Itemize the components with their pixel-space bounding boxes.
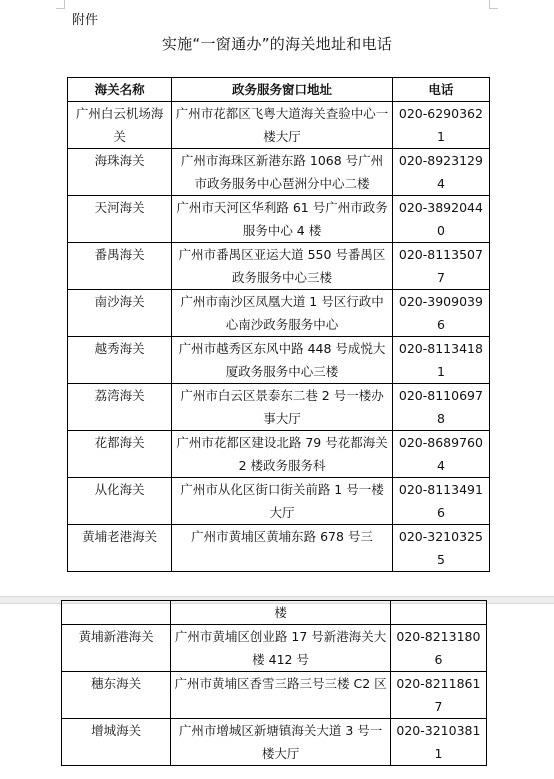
corner-mark	[489, 0, 498, 9]
customs-name: 海珠海关	[68, 149, 172, 196]
window-address: 广州市越秀区东风中路 448 号成悦大厦政务服务中心三楼	[172, 337, 393, 384]
customs-name: 黄埔老港海关	[68, 525, 172, 572]
table-row-continuation	[62, 601, 487, 625]
header-window-address: 政务服务窗口地址	[172, 78, 393, 102]
phone-number: 020-39090396	[392, 290, 489, 337]
annex-label: 附件	[72, 13, 99, 28]
window-address: 广州市海珠区新港东路 1068 号广州市政务服务中心琶洲分中心二楼	[172, 149, 393, 196]
phone-number: 020-86897604	[392, 431, 489, 478]
corner-mark	[56, 0, 65, 9]
customs-name	[62, 601, 171, 625]
customs-table-page-1	[67, 77, 490, 572]
customs-name: 越秀海关	[68, 337, 172, 384]
window-address: 广州市黄埔区黄埔东路 678 号三	[172, 525, 393, 572]
table-header-row	[68, 78, 490, 102]
table-row	[68, 243, 490, 290]
table-row	[68, 525, 490, 572]
phone-number: 020-81134181	[392, 337, 489, 384]
customs-name: 天河海关	[68, 196, 172, 243]
window-address: 广州市黄埔区香雪三路三号三楼 C2 区	[171, 672, 391, 719]
window-address-continuation: 楼	[171, 601, 391, 625]
phone-number: 020-32103811	[390, 719, 486, 766]
phone-number: 020-81106978	[392, 384, 489, 431]
window-address: 广州市花都区建设北路 79 号花都海关 2 楼政务服务科	[172, 431, 393, 478]
customs-name: 黄埔新港海关	[62, 625, 171, 672]
window-address: 广州市花都区飞粤大道海关查验中心一楼大厅	[172, 102, 393, 149]
window-address: 广州市黄埔区创业路 17 号新港海关大楼 412 号	[171, 625, 391, 672]
window-address: 广州市增城区新塘镇海关大道 3 号一楼大厅	[171, 719, 391, 766]
header-customs-name: 海关名称	[68, 78, 172, 102]
phone-number	[390, 601, 486, 625]
table-row	[68, 384, 490, 431]
phone-number: 020-81134916	[392, 478, 489, 525]
customs-name: 番禺海关	[68, 243, 172, 290]
table-row	[68, 196, 490, 243]
customs-name: 南沙海关	[68, 290, 172, 337]
table-row	[68, 431, 490, 478]
phone-number: 020-38920440	[392, 196, 489, 243]
phone-number: 020-32103255	[392, 525, 489, 572]
table-row	[68, 102, 490, 149]
customs-name: 增城海关	[62, 719, 171, 766]
window-address: 广州市天河区华利路 61 号广州市政务服务中心 4 楼	[172, 196, 393, 243]
phone-number: 020-62903621	[392, 102, 489, 149]
window-address: 广州市南沙区凤凰大道 1 号区行政中心南沙政务服务中心	[172, 290, 393, 337]
customs-name: 荔湾海关	[68, 384, 172, 431]
table-row	[62, 719, 487, 766]
window-address: 广州市从化区街口街关前路 1 号一楼大厅	[172, 478, 393, 525]
customs-name: 广州白云机场海关	[68, 102, 172, 149]
table-row	[68, 149, 490, 196]
window-address: 广州市白云区景泰东二巷 2 号一楼办事大厅	[172, 384, 393, 431]
phone-number: 020-82131806	[390, 625, 486, 672]
table-row	[68, 337, 490, 384]
table-row	[62, 625, 487, 672]
customs-name: 穗东海关	[62, 672, 171, 719]
document-title: 实施“一窗通办”的海关地址和电话	[161, 35, 393, 53]
header-phone: 电话	[392, 78, 489, 102]
window-address: 广州市番禺区亚运大道 550 号番禺区政务服务中心三楼	[172, 243, 393, 290]
phone-number: 020-82118617	[390, 672, 486, 719]
customs-name: 花都海关	[68, 431, 172, 478]
table-row	[68, 290, 490, 337]
table-row	[62, 672, 487, 719]
phone-number: 020-89231294	[392, 149, 489, 196]
customs-table-page-2	[61, 600, 487, 766]
customs-name: 从化海关	[68, 478, 172, 525]
phone-number: 020-81135077	[392, 243, 489, 290]
table-row	[68, 478, 490, 525]
